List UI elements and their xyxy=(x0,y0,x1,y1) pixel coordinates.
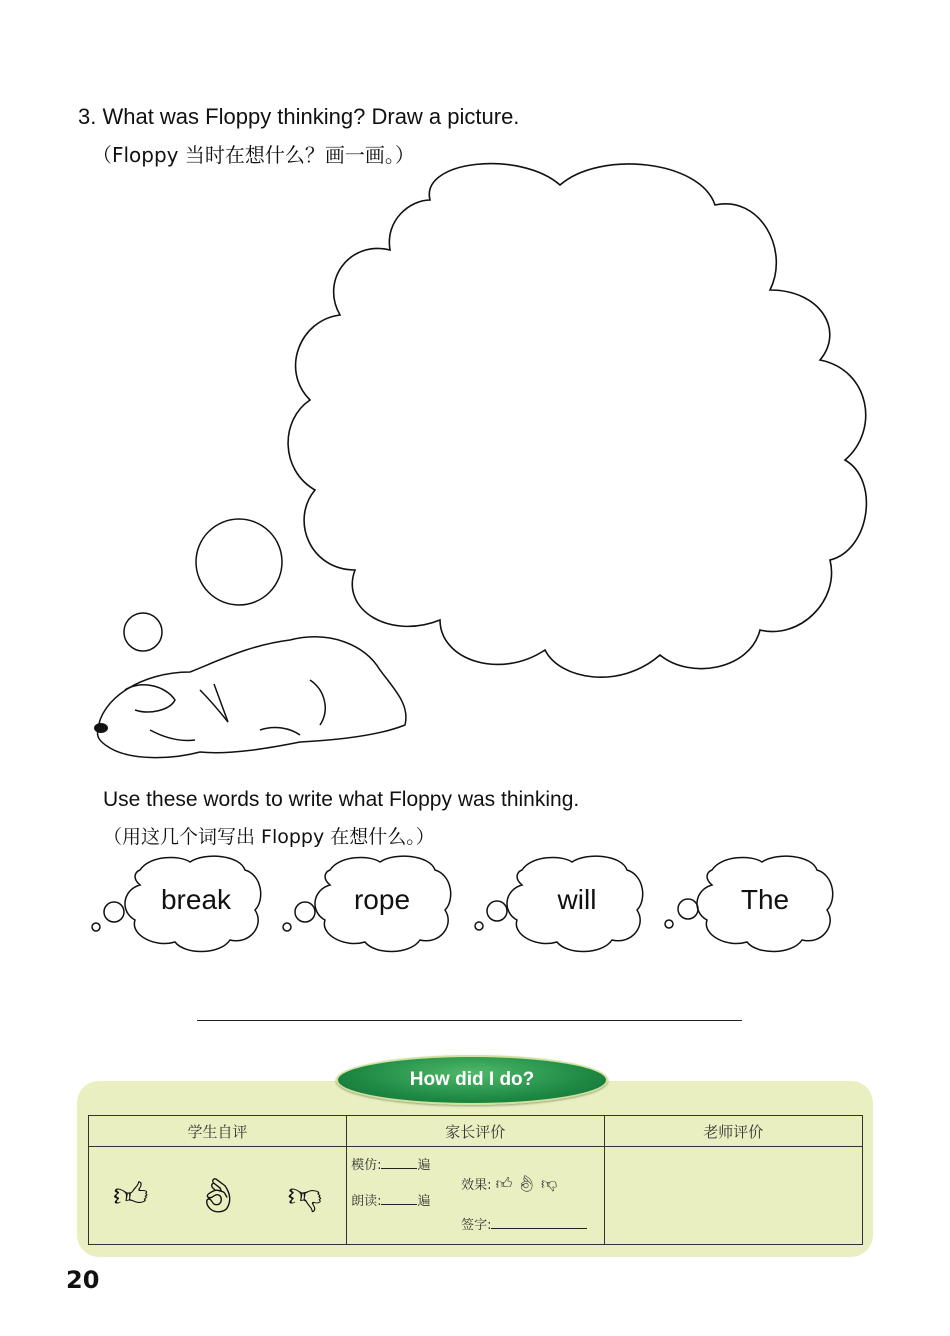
effect-thumbs-up-icon[interactable]: 👍︎ xyxy=(495,1173,513,1193)
parent-cell xyxy=(347,1147,604,1245)
drawing-thought-cloud xyxy=(288,164,866,678)
student-self-cell xyxy=(89,1147,347,1245)
ok-hand-icon[interactable]: 👌︎ xyxy=(196,1175,240,1216)
sign-blank[interactable] xyxy=(491,1216,587,1229)
read-unit: 遍 xyxy=(417,1193,431,1209)
imitate-label: 模仿: xyxy=(351,1157,382,1173)
imitate-blank[interactable] xyxy=(381,1156,417,1169)
word-will: will xyxy=(557,884,597,915)
floppy-dog-illustration xyxy=(98,637,406,758)
answer-write-line[interactable] xyxy=(197,1020,742,1021)
read-blank[interactable] xyxy=(381,1192,417,1205)
word-break: break xyxy=(160,884,232,915)
page-number: 20 xyxy=(66,1266,100,1294)
sign-row xyxy=(461,1214,587,1233)
effect-label: 效果: xyxy=(461,1177,492,1193)
teacher-cell[interactable] xyxy=(604,1147,862,1245)
words-task-title: Use these words to write what Floppy was thinking. xyxy=(103,788,580,811)
question-3-title: 3. What was Floppy thinking? Draw a picture. xyxy=(78,104,520,129)
column-student-self: 学生自评 xyxy=(89,1116,347,1147)
effect-row xyxy=(461,1174,557,1194)
effect-ok-hand-icon[interactable]: 👌︎ xyxy=(516,1173,537,1193)
evaluation-table xyxy=(88,1115,863,1245)
words-task-subtitle: （用这几个词写出 Floppy 在想什么。） xyxy=(103,826,435,848)
sign-label: 签字: xyxy=(461,1217,492,1233)
imitate-row xyxy=(351,1154,430,1173)
thought-bubble-small xyxy=(124,613,162,651)
question-3-subtitle: （Floppy 当时在想什么？画一画。） xyxy=(92,143,415,167)
word-rope: rope xyxy=(353,884,411,915)
column-parent: 家长评价 xyxy=(347,1116,604,1147)
read-label: 朗读: xyxy=(351,1193,382,1209)
column-teacher: 老师评价 xyxy=(604,1116,862,1147)
evaluation-title: How did I do? xyxy=(336,1055,608,1105)
thumbs-down-icon[interactable]: 👎︎ xyxy=(287,1175,323,1215)
word-the: The xyxy=(740,884,790,915)
thumbs-up-icon[interactable]: 👍︎ xyxy=(112,1175,149,1215)
dog-nose xyxy=(94,723,108,733)
imitate-unit: 遍 xyxy=(417,1157,431,1173)
read-row xyxy=(351,1190,430,1209)
thought-bubble-medium xyxy=(196,519,282,605)
effect-thumbs-down-icon[interactable]: 👎︎ xyxy=(540,1173,558,1193)
